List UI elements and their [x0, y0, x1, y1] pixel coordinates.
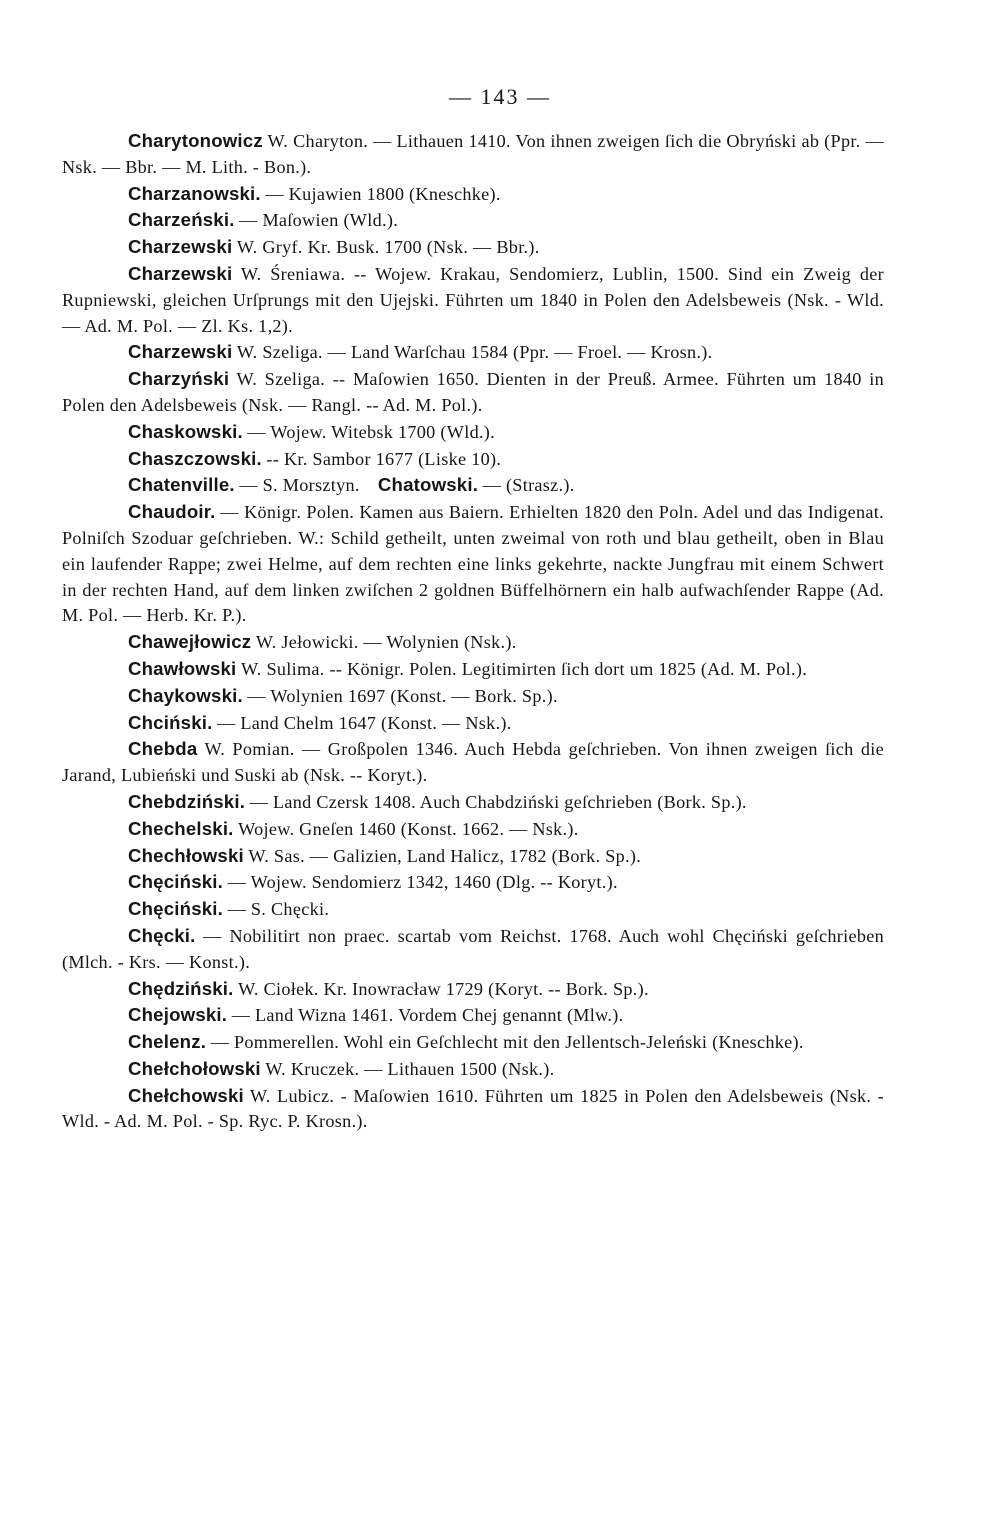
- entry-surname: Chęciński.: [128, 871, 224, 893]
- list-item: [62, 472, 884, 499]
- entry-surname: Chechłowski: [128, 844, 244, 866]
- entry-text: W. Charyton. — Lithauen 1410. Von ihnen zweigen ſich die Obryński ab (Ppr. — Nsk. — Bbr. — M. Lith. - Bon.).: [62, 131, 885, 177]
- entry-text: — Nobilitirt non praec. scartab vom Reichst. 1768. Auch wohl Chęciński geſchrieben (Mlch. - Krs. — Konst.).: [62, 925, 885, 972]
- entry-text: — Kujawien 1800 (Kneschke).: [265, 183, 501, 204]
- list-item: [62, 207, 884, 234]
- list-item: [62, 234, 884, 261]
- entry-surname: Chaskowski.: [128, 420, 243, 442]
- entry-surname: Charzanowski.: [128, 182, 261, 204]
- list-item: [62, 181, 884, 208]
- entry-surname: Chędziński.: [128, 977, 234, 999]
- list-item: [62, 128, 884, 181]
- entry-surname: Chełchowski: [128, 1084, 244, 1106]
- entry-text: W. Gryf. Kr. Busk. 1700 (Nsk. — Bbr.).: [236, 237, 540, 258]
- list-item: [62, 1029, 884, 1056]
- entry-text: — Pommerellen. Wohl ein Geſchlecht mit den Jellentsch-Jeleński (Kneschke).: [210, 1032, 804, 1053]
- list-item: [62, 339, 884, 366]
- entry-text: — Wolynien 1697 (Konst. — Bork. Sp.).: [247, 685, 558, 706]
- entry-surname: Charzyński: [128, 368, 230, 390]
- entry-surname: Charzewski: [128, 262, 233, 284]
- list-item: [62, 869, 884, 896]
- list-item: [62, 261, 884, 339]
- entry-surname: Chęcki.: [128, 924, 196, 946]
- entry-text: — Land Wizna 1461. Vordem Chej genannt (Mlw.).: [231, 1005, 624, 1026]
- entry-text: — (Strasz.).: [482, 475, 575, 496]
- page-number: — 143 —: [449, 84, 551, 109]
- list-item: [62, 366, 884, 419]
- list-item: [62, 1083, 884, 1136]
- entry-text: W. Jełowicki. — Wolynien (Nsk.).: [255, 632, 517, 653]
- list-item: [62, 1056, 884, 1083]
- list-item: [62, 736, 884, 789]
- entry-surname: Chawejłowicz: [128, 631, 252, 653]
- list-item: [62, 419, 884, 446]
- entry-text: — S. Chęcki.: [227, 899, 330, 920]
- entry-text: W. Pomian. — Großpolen 1346. Auch Hebda geſchrieben. Von ihnen zweigen ſich die Jarand, Lubieński und Suski ab (Nsk. -- Koryt.).: [62, 739, 884, 786]
- entry-text: — S. Morsztyn.: [239, 475, 360, 496]
- entry-surname: Chebda: [128, 738, 198, 760]
- entry-text: W. Sulima. -- Königr. Polen. Legitimirten ſich dort um 1825 (Ad. M. Pol.).: [240, 658, 808, 679]
- list-item: [62, 976, 884, 1003]
- entry-list: [62, 128, 884, 1135]
- entry-text: — Königr. Polen. Kamen aus Baiern. Erhielten 1820 den Poln. Adel und das Indigenat. Polniſch Szoduar geſchrieben. W.: Schild getheilt, unten zweimal von roth und blau getheilt, oben in Blau ein laufender Rappe; zwei Helme, auf dem rechten eine links gekehrte, nackte Jungfrau mit einem Schwert in der rechten Hand, auf dem linken zwiſchen 2 goldnen Büffelhörnern ein halb aufwachſender Rappe (Ad. M. Pol. — Herb. Kr. P.).: [62, 502, 884, 626]
- entry-text: — Wojew. Sendomierz 1342, 1460 (Dlg. -- Koryt.).: [227, 872, 618, 893]
- entry-text: W. Szeliga. — Land Warſchau 1584 (Ppr. — Froel. — Krosn.).: [236, 342, 713, 363]
- entry-text: W. Szeliga. -- Maſowien 1650. Dienten in der Preuß. Armee. Führten um 1840 in Polen den Adelsbeweis (Nsk. — Rangl. -- Ad. M. Pol.).: [62, 369, 884, 415]
- list-item: [62, 816, 884, 843]
- entry-surname: Chaykowski.: [128, 684, 243, 706]
- entry-text: — Maſowien (Wld.).: [239, 210, 399, 231]
- entry-text: W. Ciołek. Kr. Inowracław 1729 (Koryt. -- Bork. Sp.).: [238, 978, 649, 999]
- entry-surname: Chełchołowski: [128, 1057, 261, 1079]
- entry-text: — Land Chelm 1647 (Konst. — Nsk.).: [217, 712, 512, 733]
- entry-surname: Chęciński.: [128, 898, 224, 920]
- entry-surname: Chebdziński.: [128, 790, 246, 812]
- entry-surname: Charzewski: [128, 236, 233, 258]
- entry-text: W. Sas. — Galizien, Land Halicz, 1782 (Bork. Sp.).: [248, 845, 642, 866]
- entry-text: W. Kruczek. — Lithauen 1500 (Nsk.).: [265, 1058, 555, 1079]
- entry-text: W. Lubicz. - Maſowien 1610. Führten um 1825 in Polen den Adelsbeweis (Nsk. - Wld. - Ad. M. Pol. - Sp. Ryc. P. Krosn.).: [62, 1085, 884, 1132]
- entry-surname: Chechelski.: [128, 817, 234, 839]
- list-item: [62, 843, 884, 870]
- entry-surname: Chciński.: [128, 711, 213, 733]
- entry-surname: Chatowski.: [377, 474, 479, 496]
- entry-surname: Charytonowicz: [128, 130, 263, 151]
- entry-text: W. Śreniawa. -- Wojew. Krakau, Sendomierz, Lublin, 1500. Sind ein Zweig der Rupniewski, gleichen Urſprungs mit den Ujejski. Führten um 1840 in Polen den Adelsbeweis (Nsk. - Wld. — Ad. M. Pol. — Zl. Ks. 1,2).: [62, 263, 884, 336]
- entry-surname: Chawłowski: [128, 657, 237, 679]
- entry-surname: Chaszczowski.: [128, 447, 262, 469]
- entry-text: — Land Czersk 1408. Auch Chabdziński geſchrieben (Bork. Sp.).: [249, 791, 747, 812]
- entry-surname: Charzeński.: [128, 209, 235, 231]
- list-item: [62, 896, 884, 923]
- entry-text: -- Kr. Sambor 1677 (Liske 10).: [266, 448, 502, 469]
- list-item: [62, 446, 884, 473]
- list-item: [62, 629, 884, 656]
- list-item: [62, 656, 884, 683]
- entry-surname: Chaudoir.: [128, 501, 216, 523]
- entry-surname: Chejowski.: [128, 1004, 228, 1026]
- list-item: [62, 923, 884, 976]
- entry-surname: Chatenville.: [128, 474, 235, 496]
- list-item: [62, 1002, 884, 1029]
- entry-surname: Charzewski: [128, 341, 233, 363]
- list-item: [62, 710, 884, 737]
- entry-text: — Wojew. Witebsk 1700 (Wld.).: [247, 421, 496, 442]
- entry-surname: Chelenz.: [128, 1031, 207, 1053]
- list-item: [62, 789, 884, 816]
- list-item: [62, 683, 884, 710]
- entry-text: Wojew. Gneſen 1460 (Konst. 1662. — Nsk.).: [238, 818, 579, 839]
- list-item: [62, 499, 884, 629]
